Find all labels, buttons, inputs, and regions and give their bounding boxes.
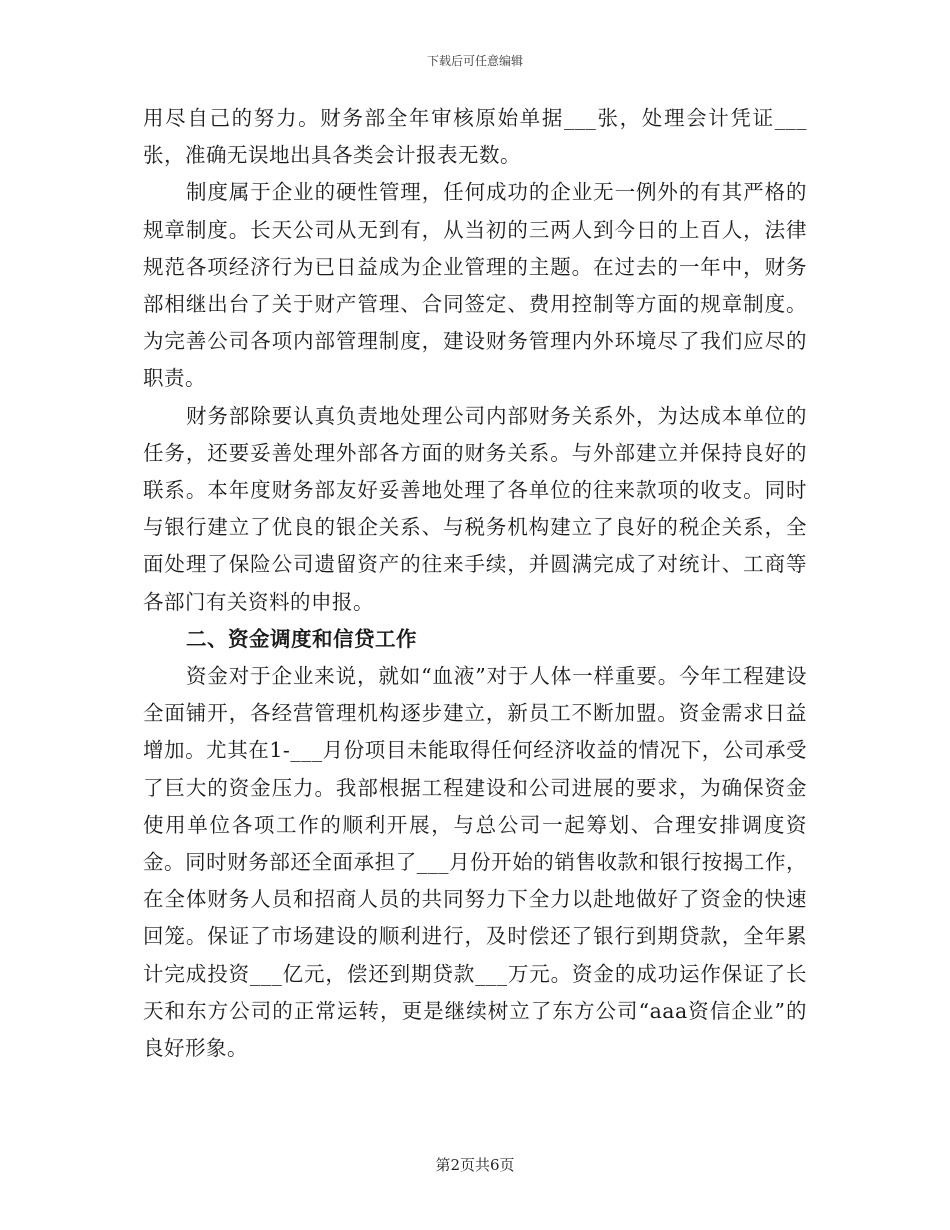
paragraph-2: 制度属于企业的硬性管理，任何成功的企业无一例外的有其严格的规章制度。长天公司从无到有，从当初的三两人到今日的上百人，法律规范各项经济行为已日益成为企业管理的主题。在过去的一年中，财务部相继出台了关于财产管理、合同签定、费用控制等方面的规章制度。为完善公司各项内部管理制度，建设财务管理内外环境尽了我们应尽的职责。 (143, 180, 807, 391)
paragraph-1: 用尽自己的努力。财务部全年审核原始单据___张，处理会计凭证___张，准确无误地出具各类会计报表无数。 (143, 106, 807, 168)
page-header: 下载后可任意编辑 (426, 54, 523, 68)
paragraph-4: 资金对于企业来说，就如“血液”对于人体一样重要。今年工程建设全面铺开，各经营管理机构逐步建立，新员工不断加盟。资金需求日益增加。尤其在1-___月份项目未能取得任何经济收益的情况下，公司承受了巨大的资金压力。我部根据工程建设和公司进展的要求，为确保资金使用单位各项工作的顺利开展，与总公司一起筹划、合理安排调度资金。同时财务部还全面承担了___月份开始的销售收款和银行按揭工作，在全体财务人员和招商人员的共同努力下全力以赴地做好了资金的快速回笼。保证了市场建设的顺利进行，及时偿还了银行到期贷款，全年累计完成投资___亿元，偿还到期贷款___万元。资金的成功运作保证了长天和东方公司的正常运转，更是继续树立了东方公司“aaa资信企业”的良好形象。 (143, 664, 807, 1061)
page-number: 第2页共6页 (435, 1156, 515, 1174)
paragraph-3: 财务部除要认真负责地处理公司内部财务关系外，为达成本单位的任务，还要妥善处理外部各方面的财务关系。与外部建立并保持良好的联系。本年度财务部友好妥善地处理了各单位的往来款项的收支。同时与银行建立了优良的银企关系、与税务机构建立了良好的税企关系，全面处理了保险公司遗留资产的往来手续，并圆满完成了对统计、工商等各部门有关资料的申报。 (143, 403, 807, 614)
document-body (143, 100, 807, 1067)
section-heading-2: 二、资金调度和信贷工作 (186, 626, 417, 651)
